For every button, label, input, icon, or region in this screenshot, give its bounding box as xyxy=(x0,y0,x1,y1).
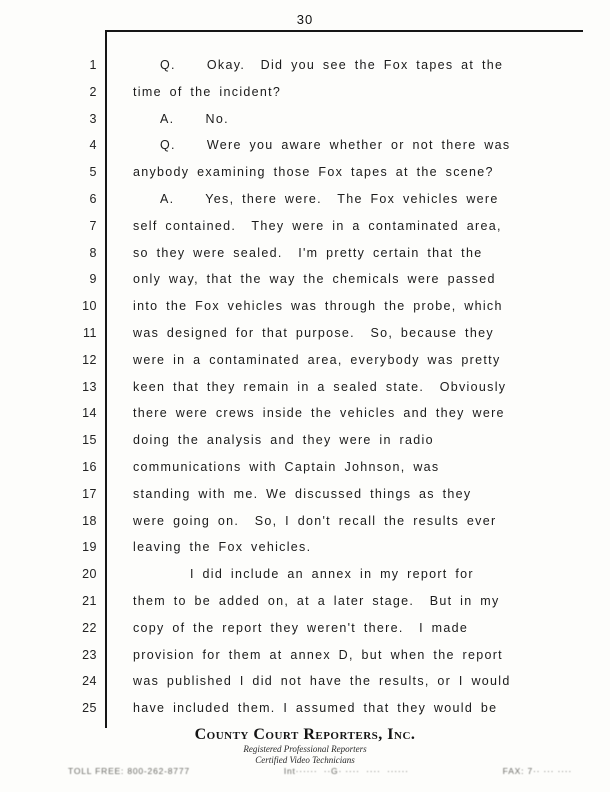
transcript-line xyxy=(0,347,610,374)
top-border-rule xyxy=(105,30,583,32)
line-text: was published I did not have the results, or I would xyxy=(133,674,511,689)
line-number: 20 xyxy=(82,567,97,582)
line-number: 18 xyxy=(82,513,97,528)
line-text: time of the incident? xyxy=(133,84,282,99)
footer-tagline-1: Registered Professional Reporters xyxy=(243,744,367,754)
transcript-line xyxy=(0,400,610,427)
transcript-line xyxy=(0,561,610,588)
line-number: 5 xyxy=(89,165,97,180)
line-number: 8 xyxy=(89,245,97,260)
line-number: 15 xyxy=(82,433,97,448)
line-number: 25 xyxy=(82,701,97,716)
transcript-line xyxy=(0,106,610,133)
line-text: standing with me. We discussed things as they xyxy=(133,486,472,501)
line-text: doing the analysis and they were in radio xyxy=(133,433,434,448)
transcript-line xyxy=(0,588,610,615)
line-number: 2 xyxy=(89,84,97,99)
line-text: there were crews inside the vehicles and they were xyxy=(133,406,505,421)
line-text: A. No. xyxy=(160,111,229,126)
line-text: was designed for that purpose. So, because they xyxy=(133,325,494,340)
transcript-line xyxy=(0,454,610,481)
line-text: provision for them at annex D, but when the report xyxy=(133,647,503,662)
line-text: into the Fox vehicles was through the probe, which xyxy=(133,299,503,314)
transcript-line xyxy=(0,427,610,454)
transcript-line xyxy=(0,266,610,293)
footer-fax: FAX: 7·· ··· ···· xyxy=(502,766,572,776)
line-text: communications with Captain Johnson, was xyxy=(133,459,440,474)
transcript-line xyxy=(0,132,610,159)
page-number: 30 xyxy=(296,12,314,27)
line-number: 10 xyxy=(82,299,97,314)
footer-contact-middle: Int······ ··G· ···· ···· ······ xyxy=(283,766,409,776)
transcript-line xyxy=(0,186,610,213)
line-number: 11 xyxy=(83,325,97,340)
transcript-line xyxy=(0,508,610,535)
line-text: anybody examining those Fox tapes at the scene? xyxy=(133,165,494,180)
line-number: 22 xyxy=(82,620,97,635)
line-number: 16 xyxy=(82,459,97,474)
transcript-line xyxy=(0,320,610,347)
line-number: 4 xyxy=(89,138,97,153)
transcript-line xyxy=(0,481,610,508)
line-number: 6 xyxy=(89,191,97,206)
line-number: 17 xyxy=(82,486,97,501)
line-number: 9 xyxy=(89,272,97,287)
transcript-line xyxy=(0,668,610,695)
line-number: 19 xyxy=(82,540,97,555)
transcript-line xyxy=(0,293,610,320)
transcript-line xyxy=(0,374,610,401)
line-number: 21 xyxy=(82,593,97,608)
transcript-line xyxy=(0,695,610,722)
line-text: self contained. They were in a contaminated area, xyxy=(133,218,502,233)
line-text: them to be added on, at a later stage. But in my xyxy=(133,593,500,608)
transcript-line xyxy=(0,615,610,642)
line-text: have included them. I assumed that they would be xyxy=(133,701,498,716)
line-text: A. Yes, there were. The Fox vehicles were xyxy=(160,191,499,206)
line-text: keen that they remain in a sealed state. Obviously xyxy=(133,379,507,394)
footer-tollfree: TOLL FREE: 800-262-8777 xyxy=(68,766,190,776)
footer-tagline-2: Certified Video Technicians xyxy=(255,755,355,765)
line-text: so they were sealed. I'm pretty certain that the xyxy=(133,245,483,260)
line-number: 12 xyxy=(82,352,97,367)
line-number: 7 xyxy=(89,218,97,233)
line-number: 3 xyxy=(89,111,97,126)
line-text: were going on. So, I don't recall the results ever xyxy=(133,513,497,528)
line-number: 23 xyxy=(82,647,97,662)
line-number: 13 xyxy=(82,379,97,394)
transcript-line xyxy=(0,213,610,240)
line-text: I did include an annex in my report for xyxy=(190,567,474,582)
transcript-lines xyxy=(0,52,610,722)
transcript-line xyxy=(0,240,610,267)
footer xyxy=(0,726,610,766)
line-text: leaving the Fox vehicles. xyxy=(133,540,312,555)
transcript-line xyxy=(0,79,610,106)
transcript-line xyxy=(0,642,610,669)
line-number: 14 xyxy=(82,406,97,421)
footer-company: County Court Reporters, Inc. xyxy=(194,726,416,743)
line-text: were in a contaminated area, everybody was pretty xyxy=(133,352,501,367)
transcript-line xyxy=(0,52,610,79)
transcript-line xyxy=(0,159,610,186)
footer-contact-line xyxy=(68,766,572,776)
transcript-line xyxy=(0,534,610,561)
line-number: 1 xyxy=(89,58,97,72)
line-text: Q. Okay. Did you see the Fox tapes at the xyxy=(160,58,504,72)
line-number: 24 xyxy=(82,674,97,689)
line-text: Q. Were you aware whether or not there was xyxy=(160,138,511,153)
line-text: only way, that the way the chemicals were passed xyxy=(133,272,496,287)
line-text: copy of the report they weren't there. I made xyxy=(133,620,469,635)
